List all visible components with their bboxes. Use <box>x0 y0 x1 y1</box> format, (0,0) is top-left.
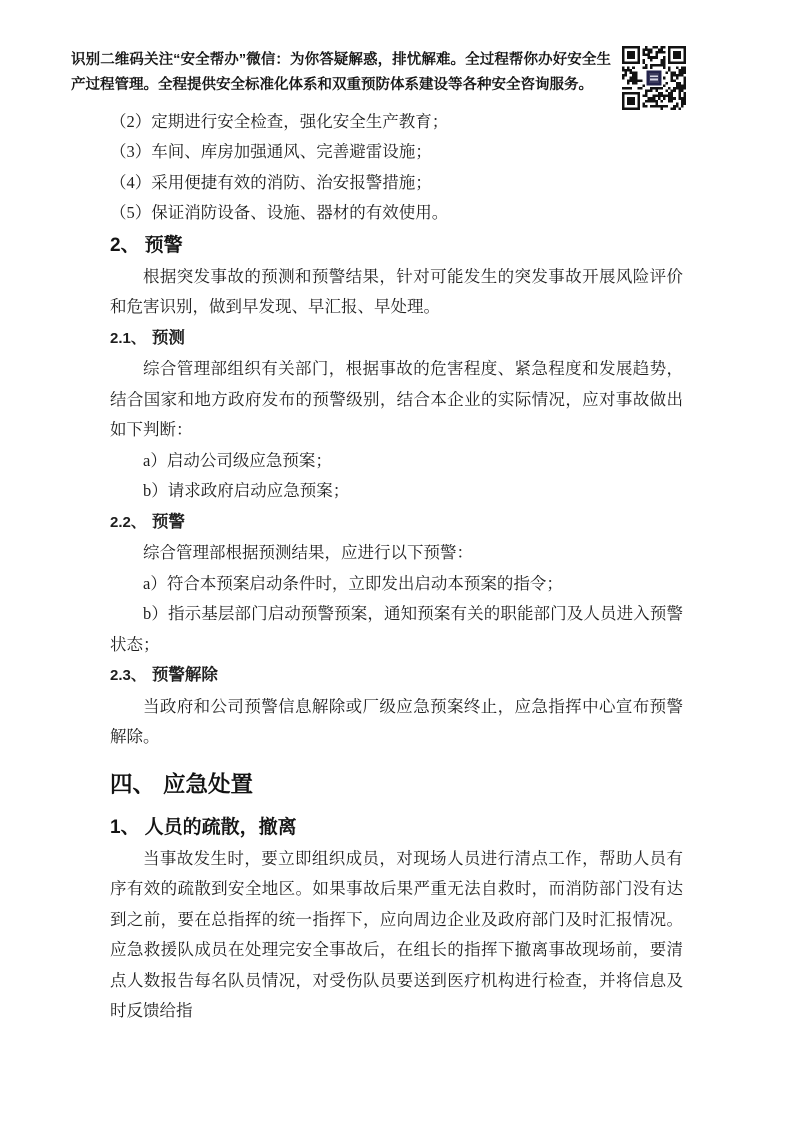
section-heading-yujing <box>110 229 683 262</box>
section-title: 人员的疏散，撤离 <box>144 816 297 838</box>
section-number: 2、 <box>110 234 140 256</box>
subsection-number: 2.2、 <box>110 513 146 531</box>
subsection-number: 2.1、 <box>110 329 146 347</box>
list-item-alpha: b）指示基层部门启动预警预案，通知预案有关的职能部门及人员进入预警状态； <box>110 604 683 654</box>
header-note: 识别二维码关注“安全帮办”微信：为你答疑解惑，排忧解难。全过程帮你办好安全生产过程管理。全程提供安全标准化体系和双重预防体系建设等各种安全咨询服务。 <box>71 52 611 93</box>
paragraph: 根据突发事故的预测和预警结果，针对可能发生的突发事故开展风险评价和危害识别，做到早发现、早汇报、早处理。 <box>110 266 683 316</box>
subsection-number: 2.3、 <box>110 667 146 684</box>
list-item: （2）定期进行安全检查，强化安全生产教育； <box>110 111 449 131</box>
paragraph: 综合管理部组织有关部门，根据事故的危害程度、紧急程度和发展趋势，结合国家和地方政府发布的预警级别，结合本企业的实际情况，应对事故做出如下判断： <box>110 359 683 439</box>
list-item: （4）采用便捷有效的消防、治安报警措施； <box>110 172 432 192</box>
chapter-number: 四、 <box>110 771 156 797</box>
subsection-heading-23 <box>110 660 683 692</box>
subsection-title: 预测 <box>151 327 185 347</box>
qr-code-icon <box>622 46 686 110</box>
list-item: （5）保证消防设备、设施、器材的有效使用。 <box>110 203 449 222</box>
paragraph: 当政府和公司预警信息解除或厂级应急预案终止，应急指挥中心宣布预警解除。 <box>110 696 683 746</box>
document-body <box>110 107 683 1027</box>
list-item-alpha: a）符合本预案启动条件时，立即发出启动本预案的指令； <box>143 573 563 593</box>
list-item-alpha: a）启动公司级应急预案； <box>143 450 332 470</box>
subsection-title: 预警 <box>151 511 185 531</box>
subsection-title: 预警解除 <box>151 665 218 684</box>
chapter-title: 应急处置 <box>163 771 254 797</box>
paragraph: 当事故发生时，要立即组织成员，对现场人员进行清点工作，帮助人员有序有效的疏散到安全地区。如果事故后果严重无法自救时，而消防部门没有达到之前，要在总指挥的统一指挥下，应向周边企业及政府部门及时汇报情况。应急救援队成员在处理完安全事故后，在组长的指挥下撤离事故现场前，要清点人数报告每名队员情况，对受伤队员要送到医疗机构进行检查，并将信息及时反馈给指 <box>110 848 683 1020</box>
section-heading-shusan <box>110 811 683 844</box>
subsection-heading-21 <box>110 323 683 355</box>
list-item-alpha: b）请求政府启动应急预案； <box>143 481 350 500</box>
list-item: （3）车间、库房加强通风、完善避雷设施； <box>110 142 432 161</box>
paragraph: 综合管理部根据预测结果，应进行以下预警： <box>143 543 473 562</box>
section-title: 预警 <box>144 234 183 256</box>
subsection-heading-22 <box>110 507 683 539</box>
chapter-heading <box>110 765 683 805</box>
section-number: 1、 <box>110 816 140 838</box>
